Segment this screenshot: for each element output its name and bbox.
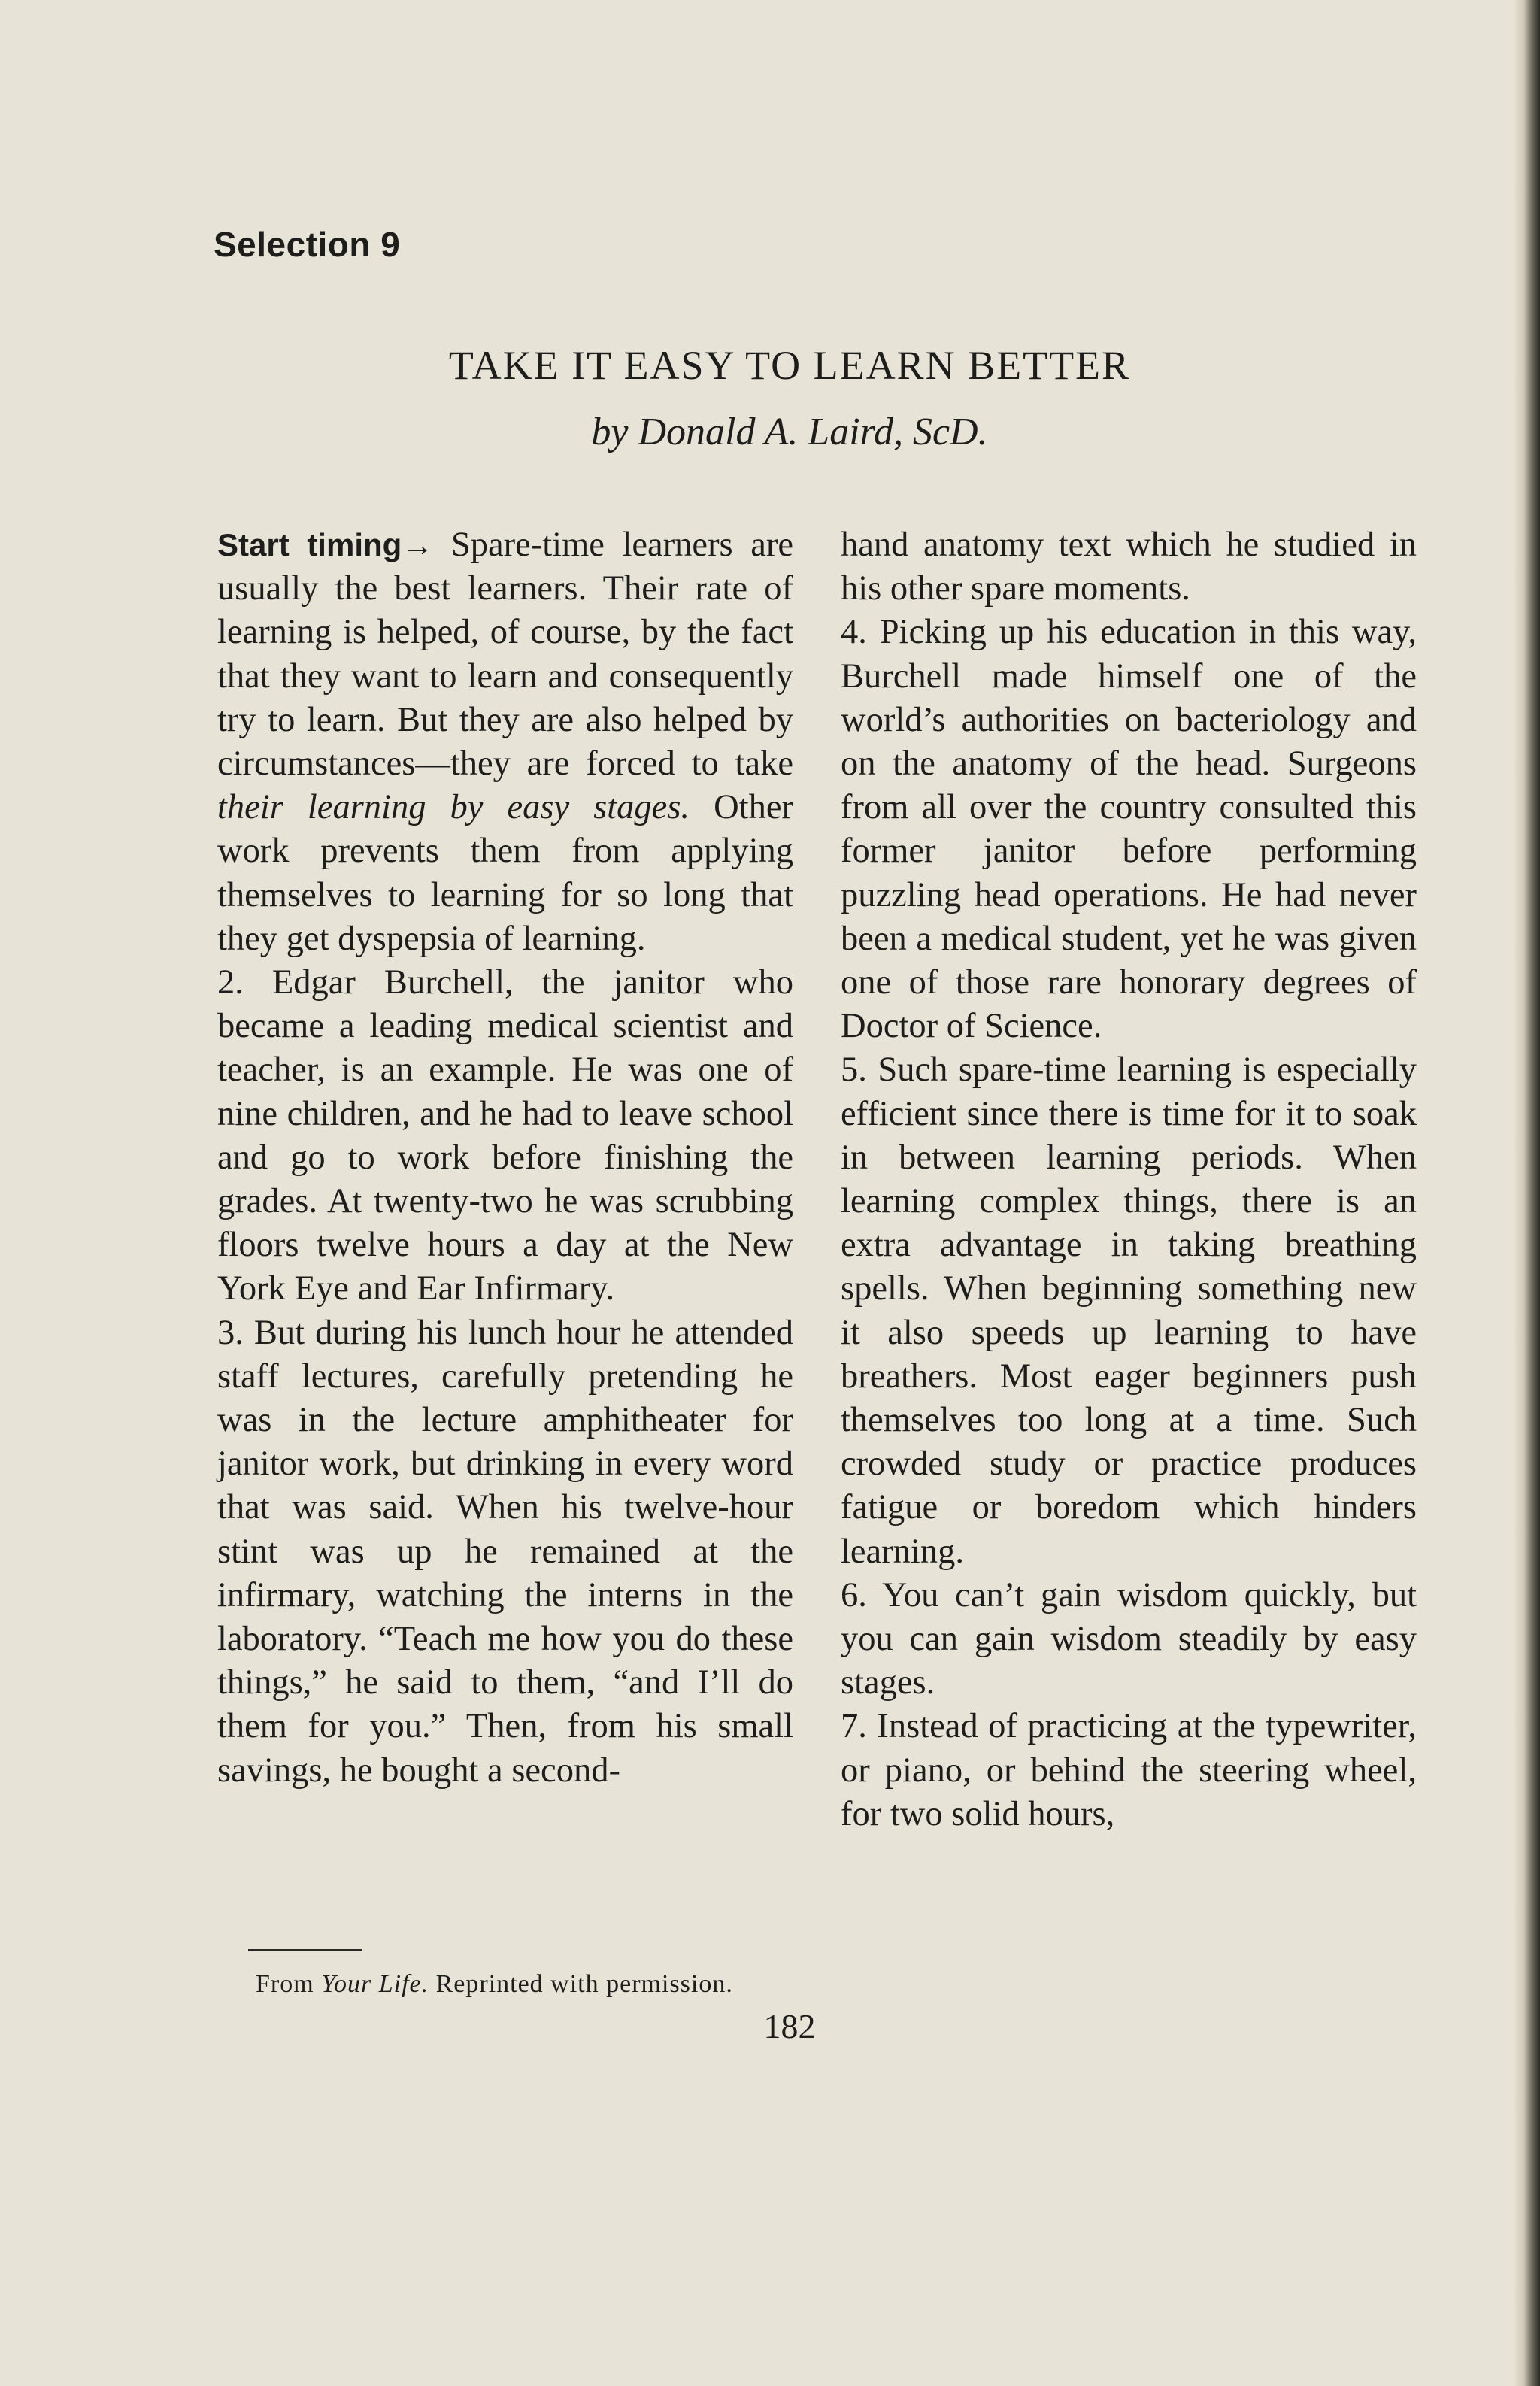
article-title: TAKE IT EASY TO LEARN BETTER: [448, 343, 1131, 388]
paragraph-1-emphasis: their learning by easy stages.: [217, 788, 690, 827]
footnote: [256, 1970, 733, 1999]
paragraph-3-continued: hand anatomy text which he studied in his other spare moments.: [841, 526, 1417, 608]
article-byline: by Donald A. Laird, ScD.: [591, 411, 988, 453]
selection-label: Selection 9: [214, 225, 401, 264]
paragraph-4: 4. Picking up his education in this way, Burchell made himself one of the world’s authorities on bacteriology and on the anatomy of the head. Surgeons from all over the country consulted this former janitor before performing puzzling head operations. He had never been a medical student, yet he was given one of those rare honorary degrees of Doctor of Science.: [841, 613, 1417, 1046]
paragraph-1-tail: Other work prevents them from applying themselves to learning for so long that they get dyspepsia of learning.: [217, 788, 793, 958]
page-number: 182: [763, 2007, 816, 2045]
paragraph-1-lead: Spare-time learners are usually the best learners. Their rate of learning is helped, of course, by the fact that they want to learn and consequently try to learn. But they are also helped by circumstances—they are forced to take: [217, 526, 794, 784]
right-text-column: [841, 523, 1417, 1836]
paragraph-6: 6. You can’t gain wisdom quickly, but you can gain wisdom steadily by easy stages.: [841, 1575, 1417, 1702]
paragraph-2: 2. Edgar Burchell, the janitor who became a leading medical scientist and teacher, is an example. He was one of nine children, and he had to leave school and go to work before finishing the grades. At twenty-two he was scrubbing floors twelve hours a day at the New York Eye and Ear Infirmary.: [217, 963, 793, 1308]
paragraph-7: 7. Instead of practicing at the typewriter, or piano, or behind the steering wheel, for two solid hours,: [841, 1707, 1417, 1833]
paragraph-1: [217, 523, 793, 961]
footnote-divider: [248, 1949, 362, 1951]
footnote-prefix: From: [256, 1970, 322, 1998]
left-text-column: [217, 523, 793, 1793]
footnote-suffix: Reprinted with permission.: [429, 1970, 733, 1998]
paragraph-3: 3. But during his lunch hour he attended staff lectures, carefully pretending he was in the lecture amphitheater for janitor work, but drinking in every word that was said. When his twelve-hour stint was up he remained at the infirmary, watching the interns in the laboratory. “Teach me how you do these things,” he said to them, “and I’ll do them for you.” Then, from his small savings, he bought a second-: [217, 1313, 793, 1790]
start-timing-marker: Start timing→: [217, 527, 434, 562]
paragraph-5: 5. Such spare-time learning is especially efficient since there is time for it to soak in between learning periods. When learning complex things, there is an extra advantage in taking breathing spells. When beginning something new it also speeds up learning to have breathers. Most eager beginners push themselves too long at a time. Such crowded study or practice produces fatigue or boredom which hinders learning.: [841, 1051, 1417, 1571]
footnote-source: Your Life.: [321, 1970, 429, 1998]
